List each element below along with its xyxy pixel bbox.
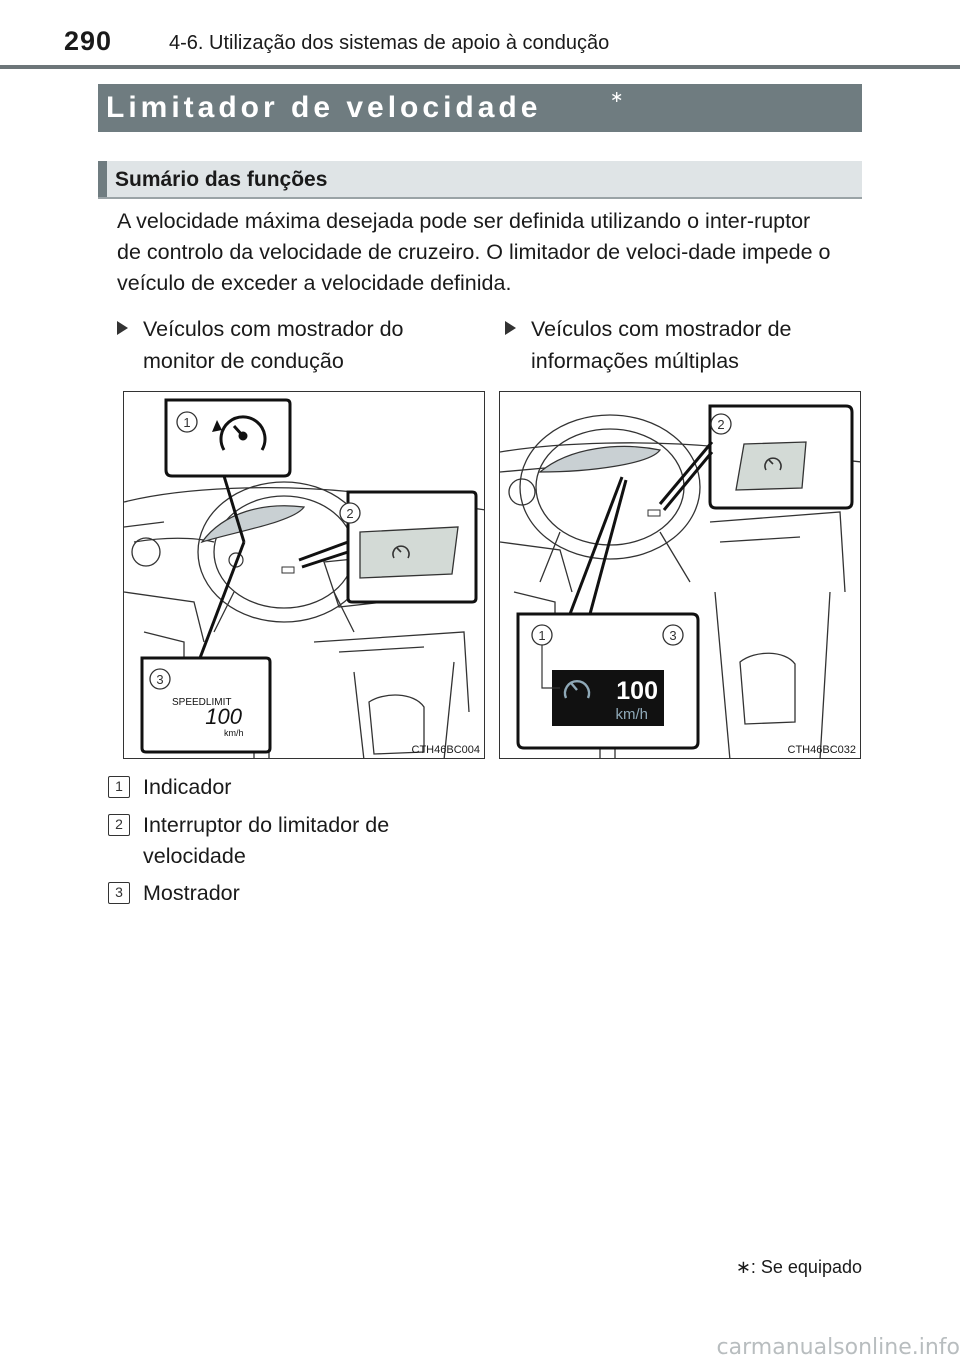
running-header: 4-6. Utilização dos sistemas de apoio à condução [169,32,610,54]
optional-equipment-mark: ∗ [610,89,624,106]
callout-2-label: 2 [346,506,354,521]
subheading-band [98,161,862,199]
legend-number: 1 [108,776,130,798]
display-speed-value: 100 [616,677,658,705]
callout-2-label: 2 [717,417,725,432]
callout-3-label: 3 [156,672,164,687]
figure-code: CTH46BC032 [787,744,856,756]
footnote: ∗: Se equipado [735,1257,862,1277]
triangle-bullet-icon [117,321,128,335]
variant-label: Veículos com mostrador de informações múltiplas [531,317,792,373]
section-title-band [98,84,862,132]
triangle-bullet-icon [505,321,516,335]
subheading: Sumário das funções [115,168,328,191]
variant-label: Veículos com mostrador do monitor de condução [143,317,404,373]
display-speed-value: 100 [205,704,242,729]
legend-text: Indicador [143,775,232,799]
figure-code: CTH46BC004 [411,744,480,756]
legend-number: 2 [108,814,130,836]
subheading-accent-bar [98,161,107,197]
legend-number: 3 [108,882,130,904]
page-number: 290 [64,26,113,56]
section-title: Limitador de velocidade [106,91,542,124]
callout-3-label: 3 [669,628,677,643]
figure-multi-info-display [499,391,861,759]
header-rule [0,65,960,69]
dashboard-illustration [124,392,485,759]
figure-driving-monitor [123,391,485,759]
body-paragraph: A velocidade máxima desejada pode ser definida utilizando o inter-ruptor de controlo da velocidade de cruzeiro. O limitador de veloci-dade impede o veículo de exceder a velocidade definida. [117,209,831,295]
callout-1-label: 1 [183,415,191,430]
dashboard-illustration [500,392,861,759]
watermark: carmanualsonline.info [716,1335,960,1360]
display-speed-unit: km/h [224,728,244,738]
display-speed-unit: km/h [615,706,648,723]
legend-text: Interruptor do limitador de velocidade [143,813,390,868]
display-label: SPEEDLIMIT [172,697,232,708]
callout-1-label: 1 [538,628,546,643]
legend-text: Mostrador [143,881,240,905]
